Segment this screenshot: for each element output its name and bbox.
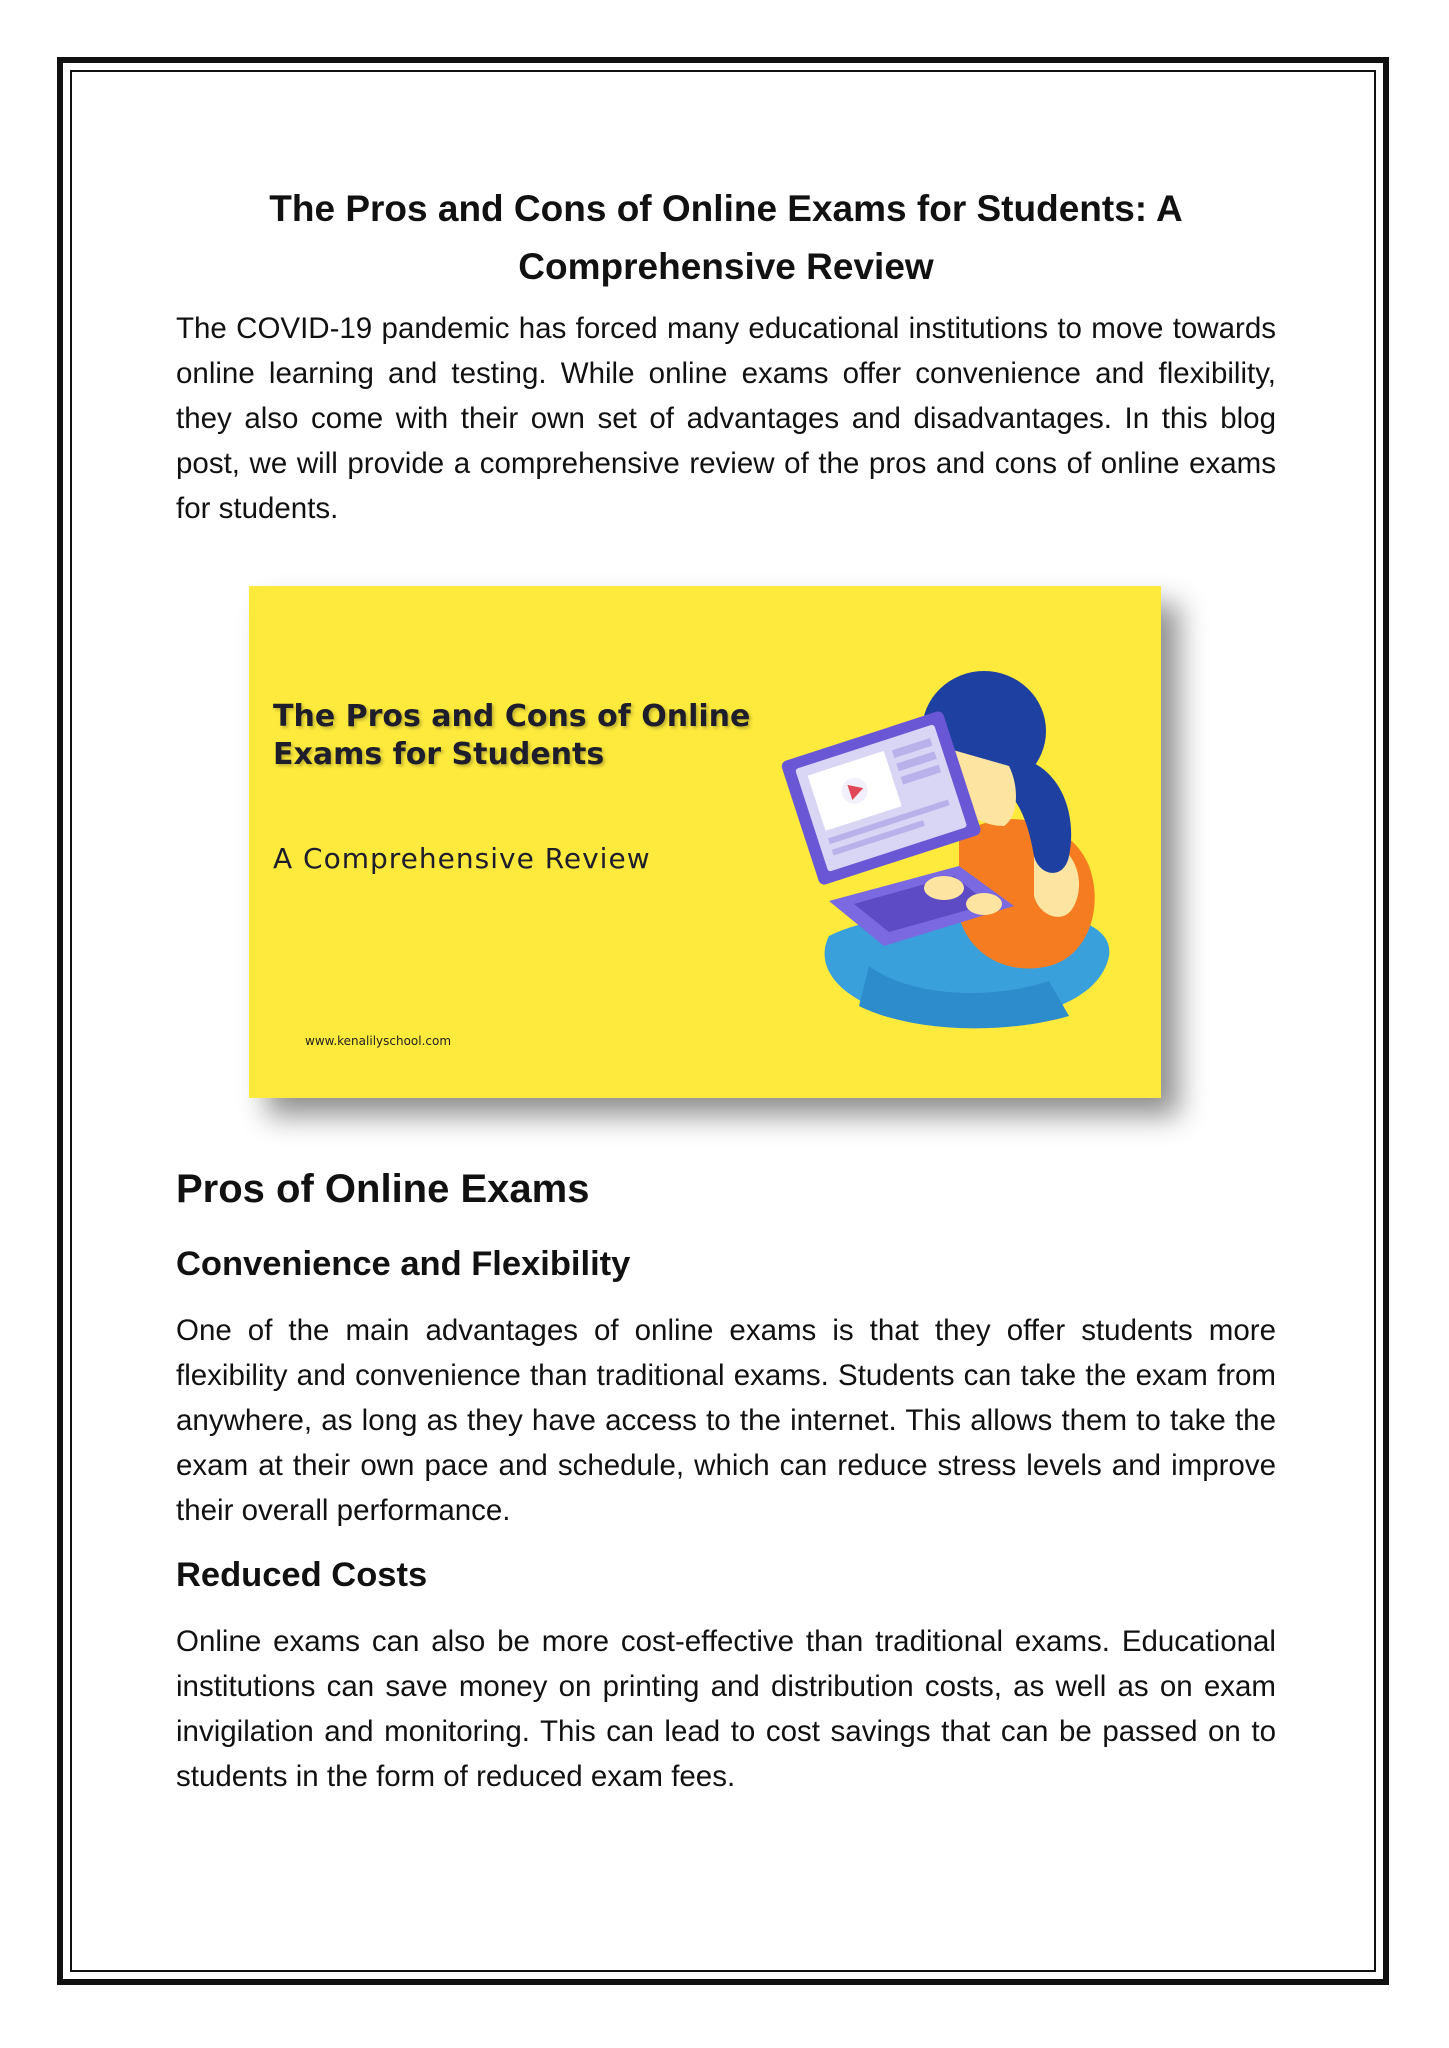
- intro-paragraph: The COVID-19 pandemic has forced many educational institutions to move towards online learning and testing. While online exams offer convenience and flexibility, they also come with their own set of advantages and disadvantages. In this blog post, we will provide a comprehensive review of the pros and cons of online exams for students.: [176, 312, 1276, 525]
- document-title: [176, 180, 1276, 296]
- convenience-heading: Convenience and Flexibility: [176, 1245, 631, 1283]
- reduced-costs-heading: Reduced Costs: [176, 1556, 428, 1594]
- banner-card: [249, 586, 1161, 1098]
- banner-url: www.kenalilyschool.com: [305, 1034, 452, 1048]
- banner-title: [273, 698, 750, 774]
- banner-image: [249, 586, 1161, 1098]
- document-title-line1: The Pros and Cons of Online Exams for Students: A: [269, 188, 1183, 229]
- reduced-costs-paragraph: Online exams can also be more cost-effective than traditional exams. Educational institutions can save money on printing and distribution costs, as well as on exam invigilation and monitoring. This can lead to cost savings that can be passed on to students in the form of reduced exam fees.: [176, 1625, 1276, 1793]
- document-body: [176, 180, 1276, 1799]
- banner-title-line1: The Pros and Cons of Online: [273, 699, 751, 734]
- banner-subtitle: A Comprehensive Review: [273, 842, 651, 875]
- document-title-line2: Comprehensive Review: [518, 246, 934, 287]
- convenience-paragraph: One of the main advantages of online exams is that they offer students more flexibility and convenience than traditional exams. Students can take the exam from anywhere, as long as they have access to the internet. This allows them to take the exam at their own pace and schedule, which can reduce stress levels and improve their overall performance.: [176, 1314, 1276, 1527]
- pros-heading: Pros of Online Exams: [176, 1167, 590, 1211]
- banner-title-line2: Exams for Students: [273, 737, 605, 772]
- student-with-laptop-illustration: [769, 636, 1149, 1056]
